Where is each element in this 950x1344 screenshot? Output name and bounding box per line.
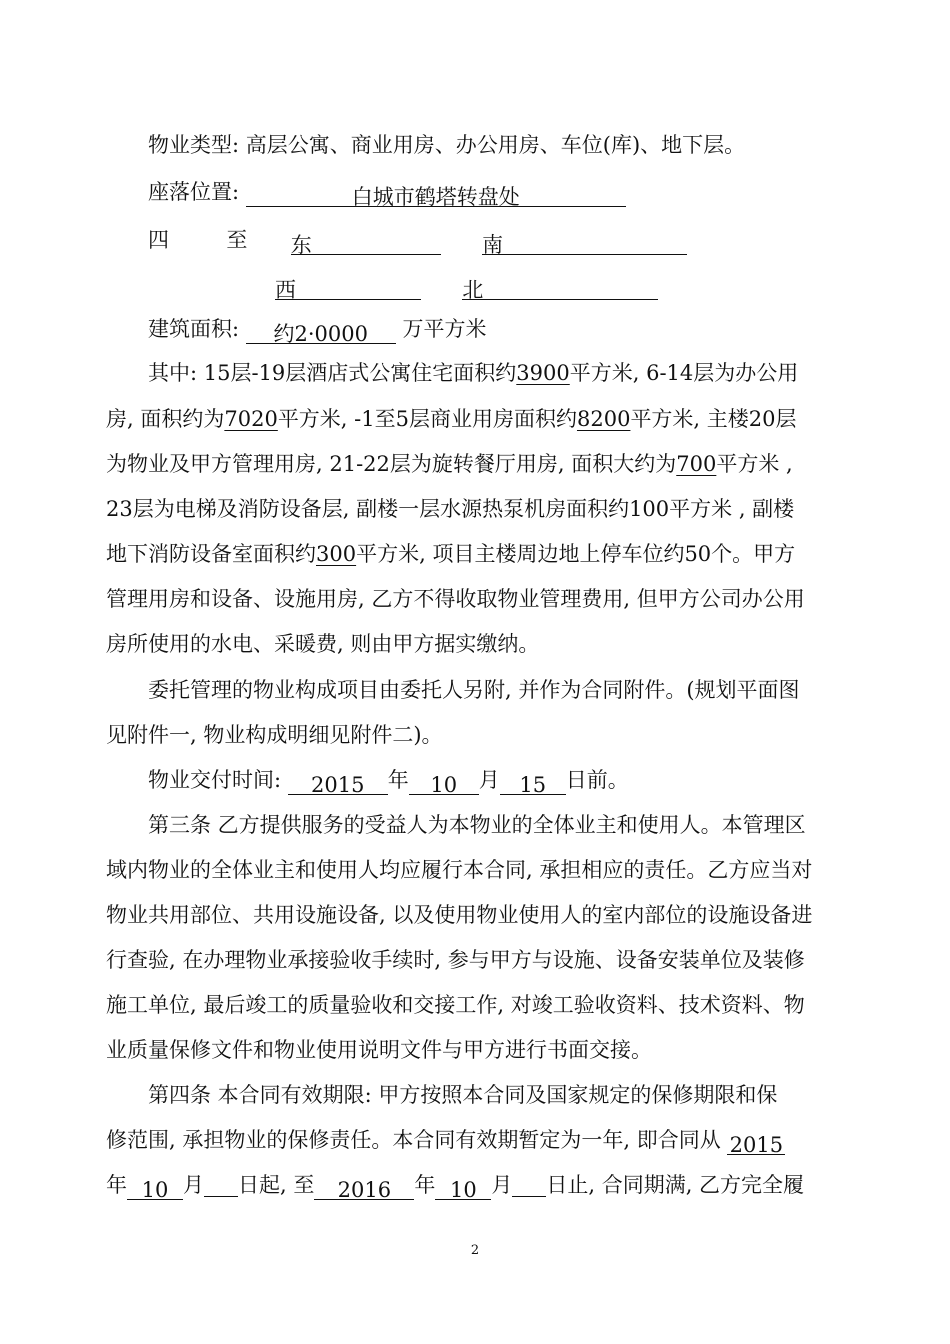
restaurant-area-value: 700 xyxy=(676,452,717,476)
west-field: 西 xyxy=(275,275,421,300)
delivery-label: 物业交付时间: xyxy=(148,768,282,792)
south-field: 南 xyxy=(482,230,687,255)
north-field: 北 xyxy=(462,275,658,300)
article4-line-1: 第四条 本合同有效期限: 甲方按照本合同及国家规定的保修期限和保 xyxy=(148,1083,778,1107)
term-start-month: 10 xyxy=(127,1175,183,1200)
area-value: 约2·0000 xyxy=(246,319,396,344)
article4-line-3: 年 10 月 日起, 至 2016 年 10 月 日止, 合同期满, 乙方完全履 xyxy=(106,1173,805,1202)
article3-line-1: 第三条 乙方提供服务的受益人为本物业的全体业主和使用人。本管理区 xyxy=(148,813,806,837)
para2-line-2: 见附件一, 物业构成明细见附件二)。 xyxy=(106,723,443,747)
boundaries-line-2 xyxy=(275,270,658,300)
location-value: 白城市鹤塔转盘处 xyxy=(246,182,626,207)
property-type-label: 物业类型: xyxy=(148,133,240,157)
para2-line-1: 委托管理的物业构成项目由委托人另附, 并作为合同附件。(规划平面图 xyxy=(148,678,800,702)
para1-line-5: 地下消防设备室面积约300平方米, 项目主楼周边地上停车位约50个。甲方 xyxy=(106,542,796,566)
article4-line-2: 修范围, 承担物业的保修责任。本合同有效期暂定为一年, 即合同从 2015 xyxy=(106,1125,785,1155)
article3-line-4: 行查验, 在办理物业承接验收手续时, 参与甲方与设施、设备安装单位及装修 xyxy=(106,948,805,972)
article3-line-6: 业质量保修文件和物业使用说明文件与甲方进行书面交接。 xyxy=(106,1038,652,1062)
property-type-line xyxy=(148,130,745,160)
para1-line-7: 房所使用的水电、采暖费, 则由甲方据实缴纳。 xyxy=(106,632,540,656)
article3-line-3: 物业共用部位、共用设施设备, 以及使用物业使用人的室内部位的设施设备进 xyxy=(106,903,813,927)
commercial-area-value: 8200 xyxy=(576,407,631,431)
location-label: 座落位置: xyxy=(148,180,240,204)
term-end-month: 10 xyxy=(435,1175,491,1200)
para1-line-2: 房, 面积约为7020平方米, -1至5层商业用房面积约8200平方米, 主楼20层 xyxy=(106,407,797,431)
area-label: 建筑面积: xyxy=(148,317,240,341)
area-unit: 万平方米 xyxy=(402,317,487,341)
boundaries-label-b: 至 xyxy=(226,228,248,252)
property-type-value: 高层公寓、商业用房、办公用房、车位(库)、地下层。 xyxy=(245,133,746,157)
boundaries-line-1 xyxy=(148,225,687,255)
article3-line-2: 域内物业的全体业主和使用人均应履行本合同, 承担相应的责任。乙方应当对 xyxy=(106,858,813,882)
term-start-day xyxy=(204,1172,238,1197)
location-line xyxy=(148,177,626,207)
para1-line-3: 为物业及甲方管理用房, 21-22层为旋转餐厅用房, 面积大约为700平方米 , xyxy=(106,452,793,476)
area-line xyxy=(148,314,486,344)
article3-line-5: 施工单位, 最后竣工的质量验收和交接工作, 对竣工验收资料、技术资料、物 xyxy=(106,993,805,1017)
delivery-year: 2015 xyxy=(288,770,388,795)
delivery-day: 15 xyxy=(500,770,566,795)
office-area-value: 7020 xyxy=(224,407,278,431)
term-end-day xyxy=(512,1172,546,1197)
term-end-year: 2016 xyxy=(314,1175,414,1200)
page-number: 2 xyxy=(470,1243,480,1258)
residential-area-value: 3900 xyxy=(516,361,570,385)
para1-line-1: 其中: 15层-19层酒店式公寓住宅面积约3900平方米, 6-14层为办公用 xyxy=(148,361,799,385)
east-field: 东 xyxy=(291,230,441,255)
delivery-month: 10 xyxy=(409,770,479,795)
para1-line-4: 23层为电梯及消防设备层, 副楼一层水源热泵机房面积约100平方米 , 副楼 xyxy=(106,497,795,521)
term-start-year: 2015 xyxy=(727,1130,785,1155)
delivery-line: 物业交付时间: 2015 年 10 月 15 日前。 xyxy=(148,768,629,797)
para1-line-6: 管理用房和设备、设施用房, 乙方不得收取物业管理费用, 但甲方公司办公用 xyxy=(106,587,805,611)
boundaries-label-a: 四 xyxy=(148,228,169,252)
fire-room-area-value: 300 xyxy=(316,542,357,566)
